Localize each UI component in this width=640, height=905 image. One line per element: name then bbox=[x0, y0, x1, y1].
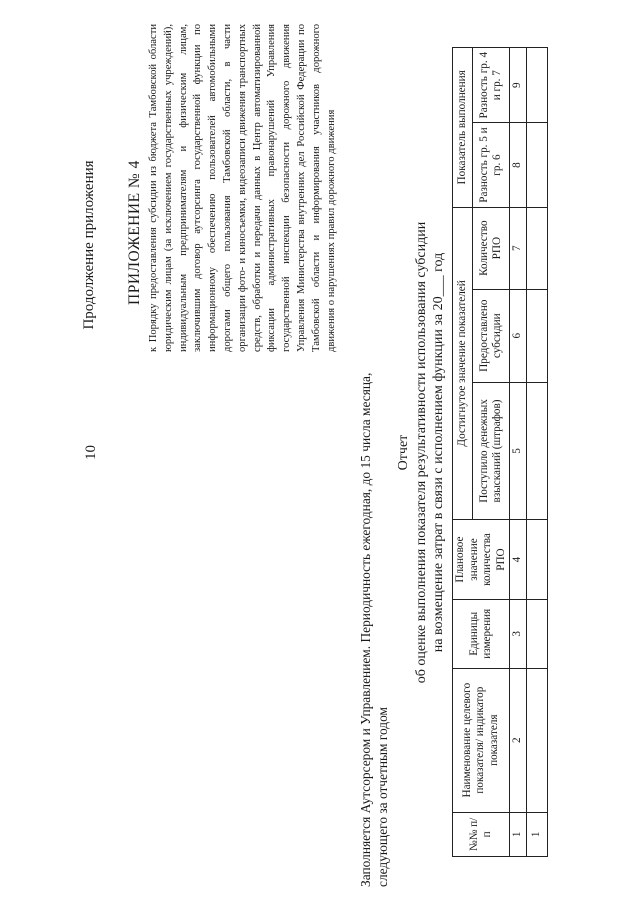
column-number: 8 bbox=[510, 123, 527, 207]
header-diff-56: Разность гр. 5 и гр. 6 bbox=[473, 123, 510, 207]
table-cell bbox=[527, 668, 548, 812]
column-number-row bbox=[510, 48, 527, 857]
report-title: Отчет bbox=[396, 434, 411, 471]
appendix-heading: ПРИЛОЖЕНИЕ № 4 bbox=[126, 160, 143, 305]
header-row-1 bbox=[453, 48, 473, 857]
header-achieved-rpo: Количество РПО bbox=[473, 207, 510, 289]
table-cell: 1 bbox=[527, 812, 548, 856]
report-subtitle bbox=[413, 80, 447, 825]
header-diff-47: Разность гр. 4 и гр. 7 bbox=[473, 48, 510, 123]
page-number: 10 bbox=[83, 445, 99, 460]
header-performance: Показатель выполнения bbox=[453, 48, 473, 208]
column-number: 6 bbox=[510, 289, 527, 382]
continuation-caption: Продолжение приложения bbox=[81, 160, 97, 330]
column-number: 4 bbox=[510, 520, 527, 600]
column-number: 5 bbox=[510, 382, 527, 519]
report-table bbox=[452, 47, 548, 857]
table-cell bbox=[527, 520, 548, 600]
appendix-note: к Порядку предоставления субсидии из бюджета Тамбовской области юридическим лицам (за исключением государственных учреждений), индивидуальным предпринимателям и физическим лицам, заключившим договор аутсорсинга государственной функции по информационному обеспечению пользователей автомобильными дорогами общего пользования Тамбовской области, в части организации фото- и киносъемки, видеозаписи движения транспортных средств, обработки и передачи данных в Центр автоматизированной фиксации административных правонарушений Управления государственной инспекции безопасности дорожного движения Управления Министерства внутренних дел Российской Федерации по Тамбовской области и информирования участников дорожного движения о нарушениях правил дорожного движения bbox=[148, 24, 337, 352]
fill-instructions: Заполняется Аутсорсером и Управлением. Периодичность ежегодная, до 15 числа месяца, следующего за отчетным годом bbox=[358, 372, 390, 887]
table-cell bbox=[527, 289, 548, 382]
table-cell bbox=[527, 123, 548, 207]
header-plan: Плановое значение количества РПО bbox=[453, 520, 510, 600]
column-number: 1 bbox=[510, 812, 527, 856]
header-achieved-subsidy: Предоставлено субсидии bbox=[473, 289, 510, 382]
report-subtitle-line-2: на возмещение затрат в связи с исполнением функции за 20___ год bbox=[431, 252, 446, 653]
column-number: 3 bbox=[510, 599, 527, 668]
header-achieved: Достигнутое значение показателей bbox=[453, 207, 473, 520]
column-number: 7 bbox=[510, 207, 527, 289]
table-cell bbox=[527, 599, 548, 668]
column-number: 9 bbox=[510, 48, 527, 123]
column-number: 2 bbox=[510, 668, 527, 812]
table-cell bbox=[527, 382, 548, 519]
header-num: №№ п/п bbox=[453, 812, 510, 856]
table-row bbox=[527, 48, 548, 857]
header-name: Наименование целевого показателя/ индикатор показателя bbox=[453, 668, 510, 812]
header-achieved-fines: Поступило денежных взысканий (штрафов) bbox=[473, 382, 510, 519]
table-cell bbox=[527, 207, 548, 289]
report-subtitle-line-1: об оценке выполнения показателя результативности использования субсидии bbox=[414, 221, 429, 684]
table-cell bbox=[527, 48, 548, 123]
header-unit: Единицы измерения bbox=[453, 599, 510, 668]
